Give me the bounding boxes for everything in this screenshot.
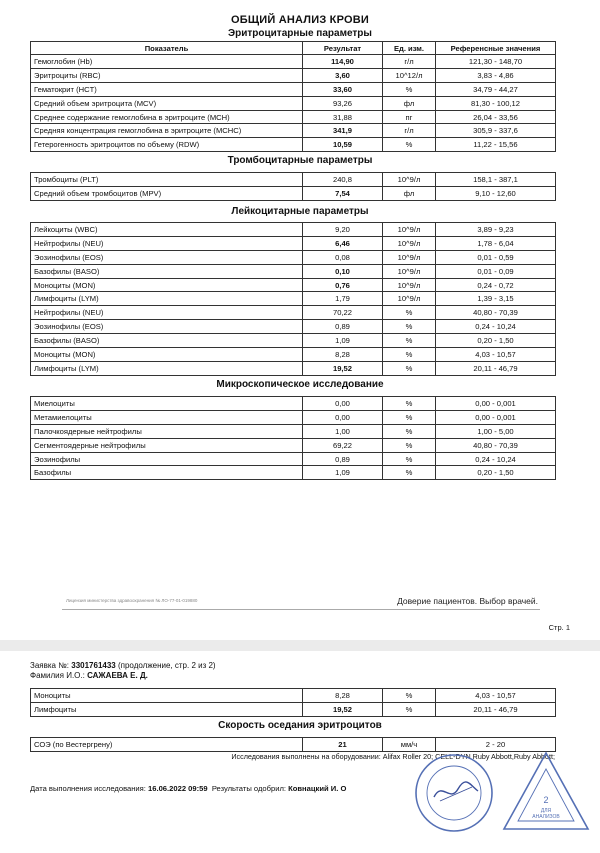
cell-parameter: Средняя концентрация гемоглобина в эритроците (MCHC) [31, 124, 303, 138]
cell-reference: 0,01 - 0,59 [436, 250, 556, 264]
cell-unit: % [383, 82, 436, 96]
order-suffix: (продолжение, стр. 2 из 2) [117, 661, 216, 670]
cell-reference: 3,89 - 9,23 [436, 223, 556, 237]
table-row [31, 68, 556, 82]
cell-unit: % [383, 361, 436, 375]
cell-unit: % [383, 138, 436, 152]
date-label: Дата выполнения исследования: [30, 784, 146, 793]
cell-unit: % [383, 348, 436, 362]
cell-reference: 1,39 - 3,15 [436, 292, 556, 306]
cell-result: 19,52 [303, 702, 383, 716]
cell-parameter: Базофилы [31, 466, 303, 480]
cell-reference: 40,80 - 70,39 [436, 306, 556, 320]
cell-result: 19,52 [303, 361, 383, 375]
cell-unit: % [383, 438, 436, 452]
section-microscopy-title: Микроскопическое исследование [216, 379, 384, 390]
order-number: 3301761433 [71, 661, 116, 670]
cell-unit: % [383, 410, 436, 424]
cell-result: 0,89 [303, 320, 383, 334]
cell-unit: фл [383, 96, 436, 110]
cell-reference: 26,04 - 33,56 [436, 110, 556, 124]
cell-reference: 20,11 - 46,79 [436, 702, 556, 716]
cell-parameter: Моноциты [31, 689, 303, 703]
cell-result: 8,28 [303, 689, 383, 703]
cell-reference: 1,00 - 5,00 [436, 424, 556, 438]
completion-date: 16.06.2022 09:59 [148, 784, 208, 793]
cell-parameter: Средний объем тромбоцитов (MPV) [31, 186, 303, 200]
table-row [31, 96, 556, 110]
cell-result: 114,90 [303, 55, 383, 69]
cell-result: 8,28 [303, 348, 383, 362]
table-row [31, 55, 556, 69]
table-row [31, 397, 556, 411]
cell-result: 0,89 [303, 452, 383, 466]
cell-result: 0,08 [303, 250, 383, 264]
cell-unit: 10^9/л [383, 264, 436, 278]
cell-reference: 121,30 - 148,70 [436, 55, 556, 69]
cell-result: 69,22 [303, 438, 383, 452]
table-row [31, 110, 556, 124]
cell-parameter: Нейтрофилы (NEU) [31, 306, 303, 320]
cell-reference: 158,1 - 387,1 [436, 173, 556, 187]
cell-result: 341,9 [303, 124, 383, 138]
order-line [30, 661, 216, 670]
patient-name-label: Фамилия И.О.: [30, 671, 85, 680]
cell-parameter: Метамиелоциты [31, 410, 303, 424]
cell-reference: 4,03 - 10,57 [436, 348, 556, 362]
continuation-table [30, 688, 556, 717]
cell-parameter: Тромбоциты (PLT) [31, 173, 303, 187]
cell-unit: % [383, 320, 436, 334]
cell-parameter: Эозинофилы (EOS) [31, 250, 303, 264]
cell-result: 7,54 [303, 186, 383, 200]
leukocyte-table [30, 222, 556, 376]
cell-unit: % [383, 397, 436, 411]
cell-parameter: Среднее содержание гемоглобина в эритроците (MCH) [31, 110, 303, 124]
cell-result: 21 [303, 738, 383, 752]
table-row [31, 702, 556, 716]
cell-unit: пг [383, 110, 436, 124]
table-row [31, 424, 556, 438]
cell-result: 10,59 [303, 138, 383, 152]
cell-parameter: Лимфоциты (LYM) [31, 361, 303, 375]
table-row [31, 223, 556, 237]
cell-unit: 10^9/л [383, 223, 436, 237]
cell-unit: % [383, 424, 436, 438]
cell-parameter: Эритроциты (RBC) [31, 68, 303, 82]
cell-unit: 10^9/л [383, 236, 436, 250]
cell-unit: г/л [383, 124, 436, 138]
table-row [31, 138, 556, 152]
table-row [31, 452, 556, 466]
cell-result: 1,00 [303, 424, 383, 438]
cell-reference: 0,24 - 10,24 [436, 452, 556, 466]
cell-reference: 81,30 - 100,12 [436, 96, 556, 110]
cell-parameter: Миелоциты [31, 397, 303, 411]
footer-divider [62, 609, 540, 610]
cell-unit: г/л [383, 55, 436, 69]
table-row [31, 689, 556, 703]
cell-parameter: Нейтрофилы (NEU) [31, 236, 303, 250]
report-page-2 [0, 651, 600, 853]
cell-unit: мм/ч [383, 738, 436, 752]
cell-parameter: Средний объем эритроцита (MCV) [31, 96, 303, 110]
cell-reference: 1,78 - 6,04 [436, 236, 556, 250]
cell-reference: 34,79 - 44,27 [436, 82, 556, 96]
erythrocyte-table [30, 41, 556, 152]
section-esr-title: Скорость оседания эритроцитов [218, 720, 382, 731]
table-row [31, 236, 556, 250]
cell-unit: фл [383, 186, 436, 200]
cell-parameter: Базофилы (BASO) [31, 334, 303, 348]
footer-motto: Доверие пациентов. Выбор врачей. [397, 596, 538, 606]
cell-parameter: СОЭ (по Вестергрену) [31, 738, 303, 752]
header-reference: Референсные значения [436, 42, 556, 55]
table-row [31, 250, 556, 264]
cell-parameter: Сегментоядерные нейтрофилы [31, 438, 303, 452]
table-row [31, 410, 556, 424]
cell-reference: 0,00 - 0,001 [436, 410, 556, 424]
svg-text:ДЛЯ: ДЛЯ [540, 808, 552, 814]
cell-result: 0,10 [303, 264, 383, 278]
thrombocyte-table [30, 172, 556, 201]
svg-text:АНАЛИЗОВ: АНАЛИЗОВ [532, 814, 560, 820]
cell-result: 1,79 [303, 292, 383, 306]
cell-result: 1,09 [303, 334, 383, 348]
microscopy-table [30, 396, 556, 480]
cell-parameter: Моноциты (MON) [31, 278, 303, 292]
patient-name: САЖАЕВА Е. Д. [87, 671, 148, 680]
section-leukocyte-title: Лейкоцитарные параметры [231, 206, 369, 217]
cell-result: 9,20 [303, 223, 383, 237]
page-number: Стр. 1 [548, 623, 570, 632]
cell-reference: 0,24 - 10,24 [436, 320, 556, 334]
cell-reference: 4,03 - 10,57 [436, 689, 556, 703]
cell-result: 0,00 [303, 397, 383, 411]
order-label: Заявка №: [30, 661, 70, 670]
cell-unit: 10^9/л [383, 278, 436, 292]
patient-line [30, 671, 148, 680]
cell-reference: 0,24 - 0,72 [436, 278, 556, 292]
cell-reference: 20,11 - 46,79 [436, 361, 556, 375]
cell-unit: % [383, 466, 436, 480]
cell-reference: 11,22 - 15,56 [436, 138, 556, 152]
header-parameter: Показатель [31, 42, 303, 55]
esr-table [30, 737, 556, 752]
cell-result: 93,26 [303, 96, 383, 110]
cell-parameter: Палочкоядерные нейтрофилы [31, 424, 303, 438]
completion-line [30, 784, 346, 793]
cell-parameter: Базофилы (BASO) [31, 264, 303, 278]
cell-parameter: Моноциты (MON) [31, 348, 303, 362]
table-row [31, 278, 556, 292]
cell-parameter: Лейкоциты (WBC) [31, 223, 303, 237]
cell-parameter: Лимфоциты (LYM) [31, 292, 303, 306]
cell-parameter: Лимфоциты [31, 702, 303, 716]
table-row [31, 334, 556, 348]
cell-result: 0,76 [303, 278, 383, 292]
cell-unit: 10^9/л [383, 173, 436, 187]
license-text: Лицензия министерства здравоохранения № ЛО-77-01-019880 [66, 598, 198, 603]
table-row [31, 264, 556, 278]
header-unit: Ед. изм. [383, 42, 436, 55]
cell-result: 1,09 [303, 466, 383, 480]
table-row [31, 82, 556, 96]
approved-by: Ковнацкий И. О [288, 784, 347, 793]
cell-result: 33,60 [303, 82, 383, 96]
table-row [31, 438, 556, 452]
cell-parameter: Эозинофилы (EOS) [31, 320, 303, 334]
cell-result: 3,60 [303, 68, 383, 82]
table-row [31, 320, 556, 334]
cell-reference: 9,10 - 12,60 [436, 186, 556, 200]
cell-unit: % [383, 689, 436, 703]
cell-parameter: Гетерогенность эритроцитов по объему (RDW) [31, 138, 303, 152]
table-header-row [31, 42, 556, 55]
section-erythrocyte-title: Эритроцитарные параметры [228, 28, 372, 39]
cell-result: 70,22 [303, 306, 383, 320]
cell-reference: 3,83 - 4,86 [436, 68, 556, 82]
cell-result: 6,46 [303, 236, 383, 250]
table-row [31, 738, 556, 752]
cell-reference: 2 - 20 [436, 738, 556, 752]
equipment-text: Исследования выполнены на оборудовании: Alifax Roller 20; CELL-DYN Ruby Abbott,Ruby Abbott; [231, 752, 555, 761]
approved-label: Результаты одобрил: [211, 784, 286, 793]
cell-unit: % [383, 452, 436, 466]
cell-parameter: Гемоглобин (Hb) [31, 55, 303, 69]
table-row [31, 466, 556, 480]
svg-text:2: 2 [543, 795, 549, 805]
cell-result: 0,00 [303, 410, 383, 424]
cell-reference: 0,20 - 1,50 [436, 334, 556, 348]
cell-unit: % [383, 334, 436, 348]
doctor-stamp [412, 751, 496, 835]
cell-unit: 10^9/л [383, 292, 436, 306]
table-row [31, 292, 556, 306]
laboratory-stamp [500, 747, 592, 839]
table-row [31, 361, 556, 375]
cell-unit: 10^12/л [383, 68, 436, 82]
cell-parameter: Гематокрит (HCT) [31, 82, 303, 96]
table-row [31, 348, 556, 362]
cell-reference: 0,00 - 0,001 [436, 397, 556, 411]
table-row [31, 186, 556, 200]
cell-result: 240,8 [303, 173, 383, 187]
table-row [31, 124, 556, 138]
table-row [31, 306, 556, 320]
cell-unit: 10^9/л [383, 250, 436, 264]
cell-reference: 305,9 - 337,6 [436, 124, 556, 138]
cell-reference: 40,80 - 70,39 [436, 438, 556, 452]
header-result: Результат [303, 42, 383, 55]
report-title: ОБЩИЙ АНАЛИЗ КРОВИ [231, 14, 369, 26]
cell-parameter: Эозинофилы [31, 452, 303, 466]
section-thrombocyte-title: Тромбоцитарные параметры [227, 155, 373, 166]
cell-unit: % [383, 306, 436, 320]
cell-reference: 0,20 - 1,50 [436, 466, 556, 480]
table-row [31, 173, 556, 187]
cell-reference: 0,01 - 0,09 [436, 264, 556, 278]
cell-unit: % [383, 702, 436, 716]
cell-result: 31,88 [303, 110, 383, 124]
